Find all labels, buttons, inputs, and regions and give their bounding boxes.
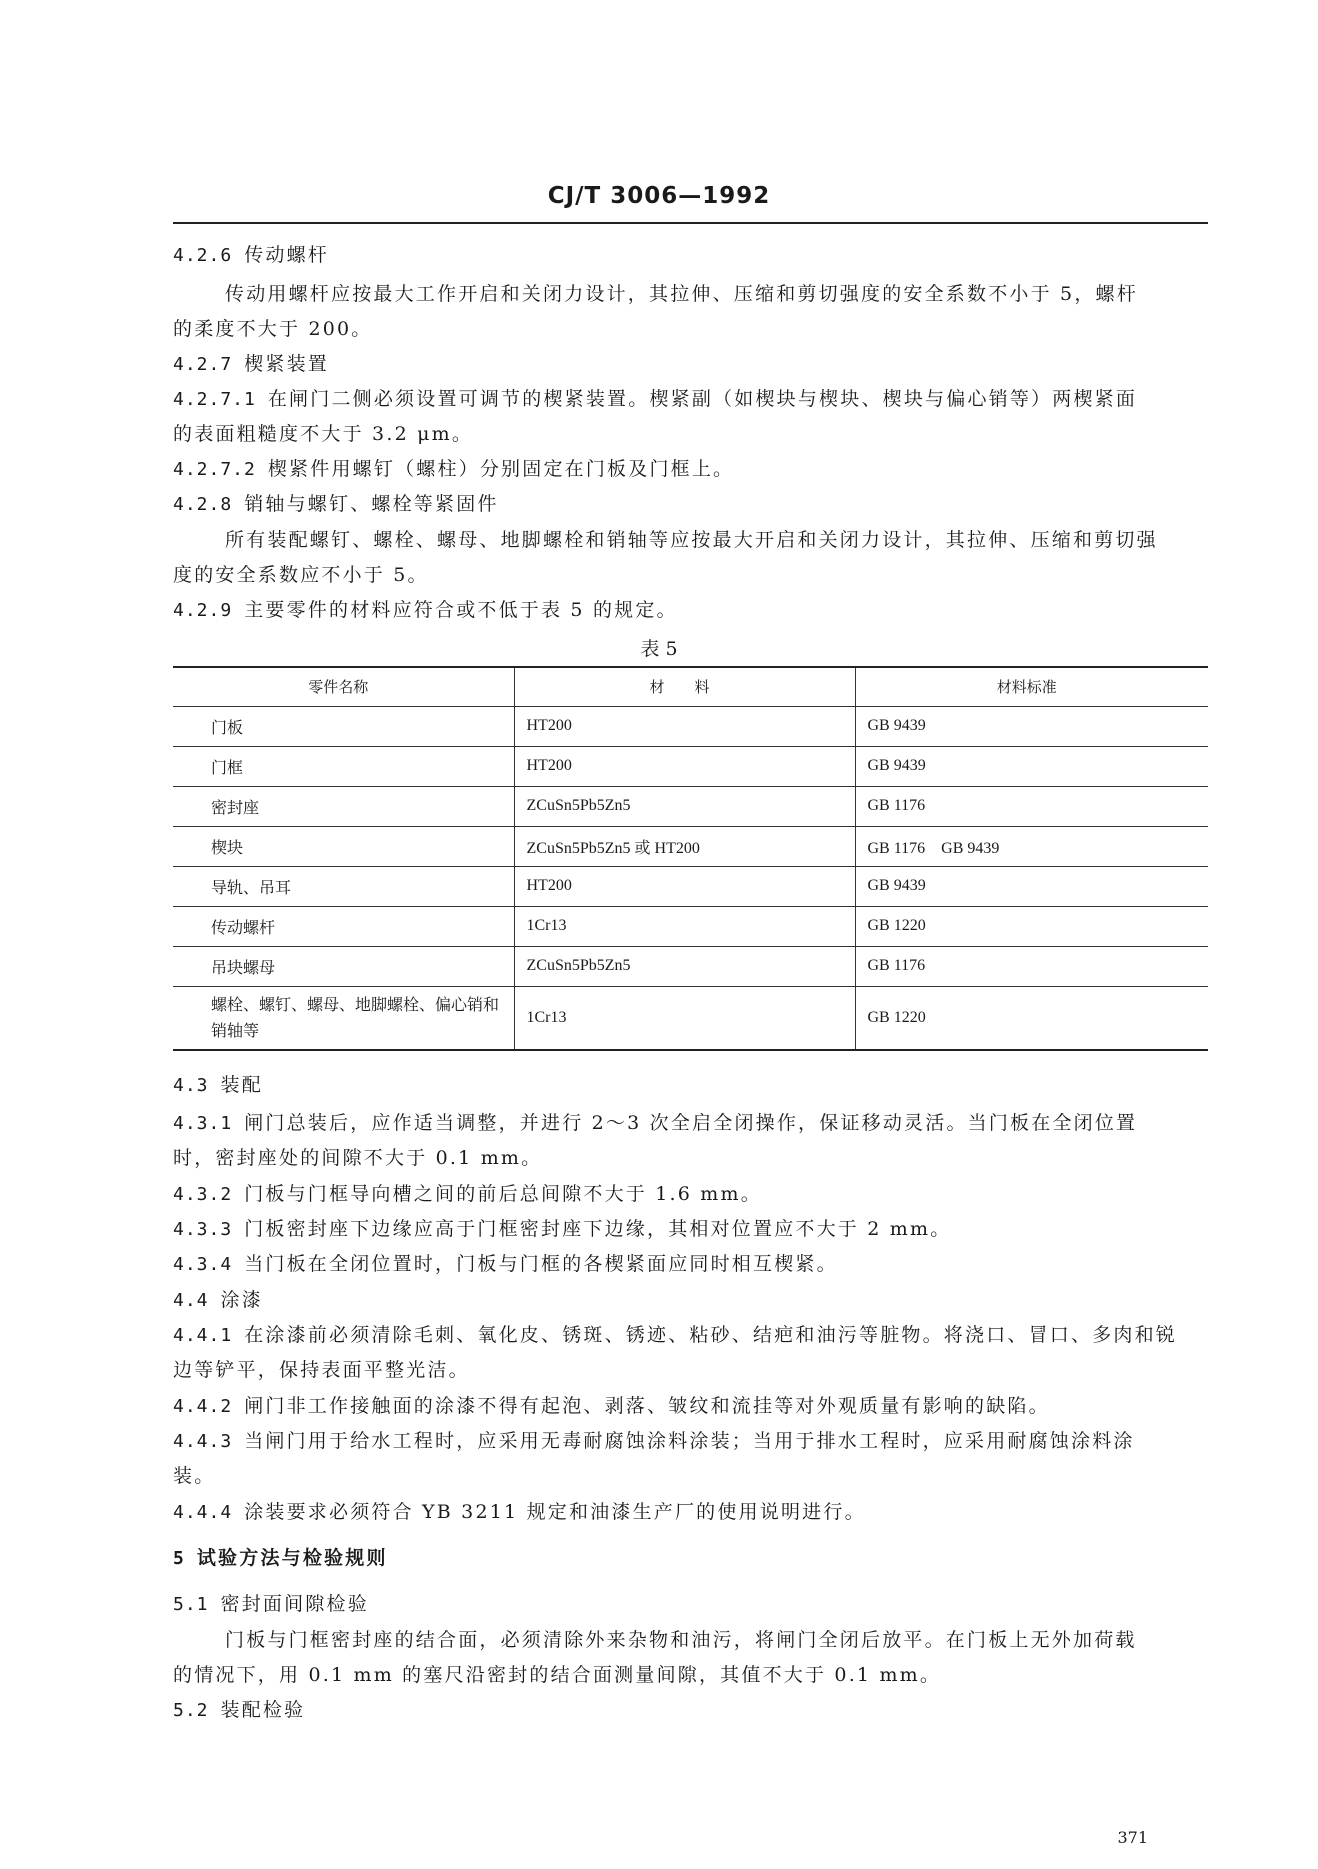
para-4-2-9: 4.2.9 主要零件的材料应符合或不低于表 5 的规定。 [173, 599, 678, 621]
table-header-cell: 零件名称 [173, 667, 514, 706]
standard-cell: GB 1220 [855, 986, 1208, 1050]
part-name-cell: 吊块螺母 [173, 946, 514, 986]
standard-cell: GB 9439 [855, 706, 1208, 746]
para-4-4-1-line1: 4.4.1 在涂漆前必须清除毛刺、氧化皮、锈斑、锈迹、粘砂、结疤和油污等脏物。将浇口、冒口、多肉和锐 [173, 1324, 1177, 1346]
heading-5-2: 5.2 装配检验 [173, 1699, 306, 1721]
part-name-cell: 螺栓、螺钉、螺母、地脚螺栓、偏心销和销轴等 [173, 986, 514, 1050]
para-4-3-4: 4.3.4 当门板在全闭位置时，门板与门框的各楔紧面应同时相互楔紧。 [173, 1253, 838, 1275]
para-4-4-1-line2: 边等铲平，保持表面平整光洁。 [173, 1359, 470, 1381]
para-4-3-1-line2: 时，密封座处的间隙不大于 0.1 mm。 [173, 1147, 543, 1169]
material-cell: 1Cr13 [514, 906, 855, 946]
standard-cell: GB 1220 [855, 906, 1208, 946]
para-4-2-7-2: 4.2.7.2 楔紧件用螺钉（螺柱）分别固定在门板及门框上。 [173, 458, 735, 480]
para-4-4-4: 4.4.4 涂装要求必须符合 YB 3211 规定和油漆生产厂的使用说明进行。 [173, 1501, 866, 1523]
table-row [173, 706, 1208, 746]
part-name-cell: 密封座 [173, 786, 514, 826]
para-4-3-1-line1: 4.3.1 闸门总装后，应作适当调整，并进行 2～3 次全启全闭操作，保证移动灵活。当门板在全闭位置 [173, 1112, 1138, 1134]
para-5-1-line1: 门板与门框密封座的结合面，必须清除外来杂物和油污，将闸门全闭后放平。在门板上无外加荷载 [225, 1629, 1137, 1651]
part-name-cell: 传动螺杆 [173, 906, 514, 946]
table-header-cell: 材 料 [514, 667, 855, 706]
para-5-1-line2: 的情况下，用 0.1 mm 的塞尺沿密封的结合面测量间隙，其值不大于 0.1 mm。 [173, 1664, 942, 1686]
part-name-cell: 楔块 [173, 826, 514, 866]
table-header-cell: 材料标准 [855, 667, 1208, 706]
para-4-2-8-line2: 度的安全系数应不小于 5。 [173, 564, 429, 586]
part-name-cell: 门框 [173, 746, 514, 786]
material-cell: HT200 [514, 746, 855, 786]
table-row [173, 906, 1208, 946]
para-4-4-3-line2: 装。 [173, 1465, 216, 1487]
heading-4-4: 4.4 涂漆 [173, 1289, 263, 1311]
standard-cell: GB 1176 GB 9439 [855, 826, 1208, 866]
para-4-2-6-line1: 传动用螺杆应按最大工作开启和关闭力设计，其拉伸、压缩和剪切强度的安全系数不小于 5，螺杆 [225, 283, 1138, 305]
header-rule [173, 222, 1208, 224]
material-cell: 1Cr13 [514, 986, 855, 1050]
para-4-2-6-line2: 的柔度不大于 200。 [173, 318, 373, 340]
heading-5: 5 试验方法与检验规则 [173, 1547, 388, 1569]
heading-4-2-6: 4.2.6 传动螺杆 [173, 244, 329, 266]
table-row [173, 746, 1208, 786]
standard-cell: GB 9439 [855, 866, 1208, 906]
para-4-2-7-1-line2: 的表面粗糙度不大于 3.2 μm。 [173, 423, 474, 445]
part-name-cell: 门板 [173, 706, 514, 746]
table-row [173, 946, 1208, 986]
standard-cell: GB 9439 [855, 746, 1208, 786]
table-row [173, 786, 1208, 826]
heading-5-1: 5.1 密封面间隙检验 [173, 1593, 369, 1615]
para-4-3-3: 4.3.3 门板密封座下边缘应高于门框密封座下边缘，其相对位置应不大于 2 mm。 [173, 1218, 952, 1240]
material-cell: HT200 [514, 706, 855, 746]
para-4-4-3-line1: 4.4.3 当闸门用于给水工程时，应采用无毒耐腐蚀涂料涂装；当用于排水工程时，应采用耐腐蚀涂料涂 [173, 1430, 1135, 1452]
table-row [173, 826, 1208, 866]
standard-cell: GB 1176 [855, 946, 1208, 986]
table-row [173, 986, 1208, 1050]
heading-4-2-8: 4.2.8 销轴与螺钉、螺栓等紧固件 [173, 493, 499, 515]
part-name-cell: 导轨、吊耳 [173, 866, 514, 906]
material-cell: ZCuSn5Pb5Zn5 [514, 946, 855, 986]
material-cell: HT200 [514, 866, 855, 906]
para-4-2-7-1-line1: 4.2.7.1 在闸门二侧必须设置可调节的楔紧装置。楔紧副（如楔块与楔块、楔块与偏心销等）两楔紧面 [173, 388, 1138, 410]
page-number: 371 [1117, 1828, 1148, 1847]
para-4-4-2: 4.4.2 闸门非工作接触面的涂漆不得有起泡、剥落、皱纹和流挂等对外观质量有影响的缺陷。 [173, 1395, 1050, 1417]
para-4-3-2: 4.3.2 门板与门框导向槽之间的前后总间隙不大于 1.6 mm。 [173, 1183, 762, 1205]
heading-4-3: 4.3 装配 [173, 1074, 263, 1096]
material-cell: ZCuSn5Pb5Zn5 或 HT200 [514, 826, 855, 866]
para-4-2-8-line1: 所有装配螺钉、螺栓、螺母、地脚螺栓和销轴等应按最大开启和关闭力设计，其拉伸、压缩和剪切强 [225, 529, 1158, 551]
table-header-row [173, 667, 1208, 706]
page-header: CJ/T 3006—1992 [547, 183, 771, 209]
table-row [173, 866, 1208, 906]
table-caption: 表 5 [640, 638, 678, 660]
heading-4-2-7: 4.2.7 楔紧装置 [173, 353, 329, 375]
standard-cell: GB 1176 [855, 786, 1208, 826]
material-cell: ZCuSn5Pb5Zn5 [514, 786, 855, 826]
materials-table [173, 666, 1208, 1051]
